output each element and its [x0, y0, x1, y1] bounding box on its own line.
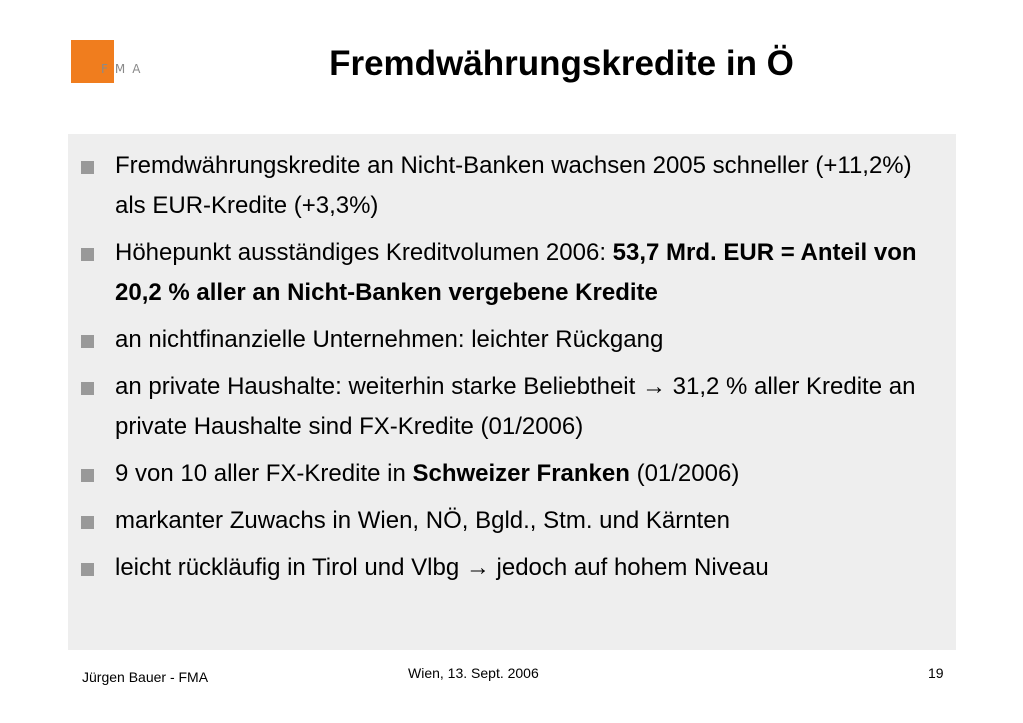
bullet-text: leicht rückläufig in Tirol und Vlbg → jedoch auf hohem Niveau — [115, 554, 769, 581]
bullet-text-bold: Schweizer Franken — [412, 460, 630, 487]
bullet-text: Höhepunkt ausständiges Kreditvolumen 2006: — [115, 239, 613, 266]
page-number: 19 — [928, 665, 944, 681]
slide-title: Fremdwährungskredite in Ö — [329, 44, 794, 83]
footer-date: Wien, 13. Sept. 2006 — [408, 665, 539, 681]
bullet-item — [68, 146, 946, 226]
bullet-square-icon — [81, 248, 94, 261]
bullet-text: markanter Zuwachs in Wien, NÖ, Bgld., Stm. und Kärnten — [115, 507, 730, 534]
bullet-item — [68, 233, 946, 313]
content-panel — [68, 134, 956, 650]
logo-text: FMA — [101, 62, 148, 76]
bullet-item — [68, 367, 946, 447]
bullet-square-icon — [81, 382, 94, 395]
bullet-text-bold: 53,7 Mrd. EUR = Anteil von 20,2 % aller an Nicht-Banken vergebene Kredite — [115, 239, 917, 306]
bullet-list — [68, 146, 946, 595]
bullet-text: Fremdwährungskredite an Nicht-Banken wachsen 2005 schneller (+11,2%) als EUR-Kredite (+3,3%) — [115, 152, 912, 219]
bullet-text: (01/2006) — [629, 460, 740, 487]
bullet-item — [68, 320, 946, 360]
bullet-square-icon — [81, 516, 94, 529]
bullet-item — [68, 454, 946, 494]
bullet-item — [68, 548, 946, 588]
bullet-square-icon — [81, 335, 94, 348]
bullet-text: 9 von 10 aller FX-Kredite in — [115, 460, 413, 487]
footer-author: Jürgen Bauer - FMA — [82, 669, 209, 685]
bullet-square-icon — [81, 469, 94, 482]
bullet-square-icon — [81, 563, 94, 576]
bullet-square-icon — [81, 161, 94, 174]
bullet-text: an private Haushalte: weiterhin starke Beliebtheit → 31,2 % aller Kredite an private Haushalte sind FX-Kredite (01/2006) — [115, 373, 916, 440]
bullet-item — [68, 501, 946, 541]
bullet-text: an nichtfinanzielle Unternehmen: leichter Rückgang — [115, 326, 664, 353]
